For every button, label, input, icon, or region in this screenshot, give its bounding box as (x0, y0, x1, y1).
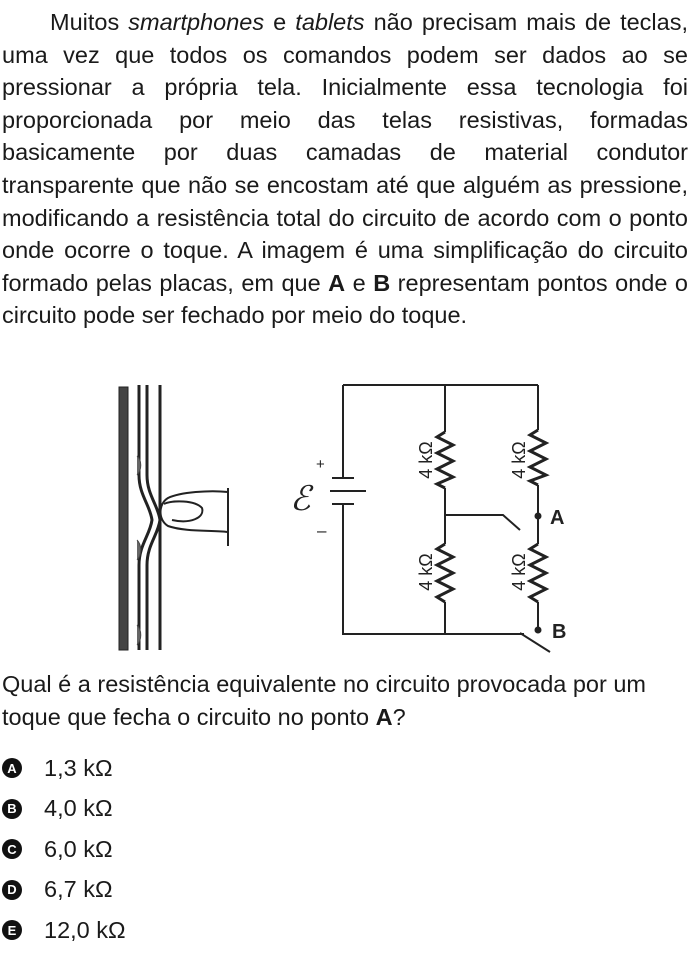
screen-layer-2 (147, 385, 160, 650)
option-e-badge: E (2, 920, 22, 940)
intro-paragraph (2, 6, 688, 332)
option-b-badge: B (2, 799, 22, 819)
option-b[interactable] (2, 789, 402, 830)
resistor-bottom-right (530, 544, 546, 602)
resistor-top-right (530, 430, 546, 485)
resistor-label-bottom-right: 4 kΩ (509, 553, 529, 591)
answer-options (2, 748, 402, 951)
resistor-bottom-left (437, 544, 453, 602)
circuit-wires (343, 385, 550, 652)
battery-plus-label: + (316, 456, 325, 473)
intro-text-2: e (264, 9, 296, 35)
node-b-dot (535, 627, 542, 634)
option-d-badge: D (2, 880, 22, 900)
intro-text-4: e (345, 269, 374, 296)
option-c-text: 6,0 kΩ (44, 835, 113, 862)
option-b-text: 4,0 kΩ (44, 795, 113, 822)
resistor-label-bottom-left: 4 kΩ (416, 553, 436, 591)
intro-point-a: A (328, 269, 346, 296)
option-d-text: 6,7 kΩ (44, 876, 113, 903)
intro-text-1: Muitos (50, 9, 129, 35)
emf-symbol: ℰ (290, 481, 311, 518)
battery-minus-label: – (317, 521, 327, 540)
option-c[interactable] (2, 829, 402, 870)
point-b-label: B (552, 621, 567, 643)
battery-symbol (330, 478, 366, 504)
option-c-badge: C (2, 839, 22, 859)
intro-text-3: não precisam mais de teclas, uma vez que todos os comandos podem ser dados ao se pressionar a própria tela. Inicialmente essa tecnologia foi proporcionada por meio das telas resistivas, formadas basicamente por duas camadas de material condutor transparente que não se encostam até que alguém as pressione, modificando a resistência total do circuito de acordo com o ponto onde ocorre o toque. A imagem é uma simplificação do circuito formado pelas placas, em que (2, 9, 688, 296)
question-text-2: ? (392, 703, 406, 730)
intro-emphasis-tablets: tablets (295, 9, 365, 35)
option-e-text: 12,0 kΩ (44, 916, 126, 943)
resistor-top-left (437, 432, 453, 488)
resistor-label-top-left: 4 kΩ (416, 441, 436, 479)
switch-a (445, 515, 520, 530)
node-a-dot (535, 513, 542, 520)
option-e[interactable] (2, 910, 402, 951)
circuit-diagram (110, 380, 590, 660)
intro-emphasis-smartphones: smartphones (128, 9, 265, 35)
intro-text-5: representam pontos onde o circuito pode ser fechado por meio do toque. (2, 269, 688, 329)
intro-point-b: B (373, 269, 391, 296)
question-text-1: Qual é a resistência equivalente no circuito provocada por um toque que fecha o circuito no ponto (2, 671, 647, 730)
option-d[interactable] (2, 870, 402, 911)
point-a-label: A (550, 507, 565, 529)
screen-outer-layer (119, 387, 128, 650)
option-a-badge: A (2, 758, 22, 778)
option-a-text: 1,3 kΩ (44, 754, 113, 781)
circuit-figure (110, 380, 590, 660)
switch-b (520, 633, 550, 652)
question-point-a: A (375, 703, 393, 730)
option-a[interactable] (2, 748, 402, 789)
question-text (2, 668, 692, 733)
resistor-label-top-right: 4 kΩ (509, 441, 529, 479)
finger-shape (161, 491, 229, 532)
touch-screen-illustration (119, 385, 228, 650)
